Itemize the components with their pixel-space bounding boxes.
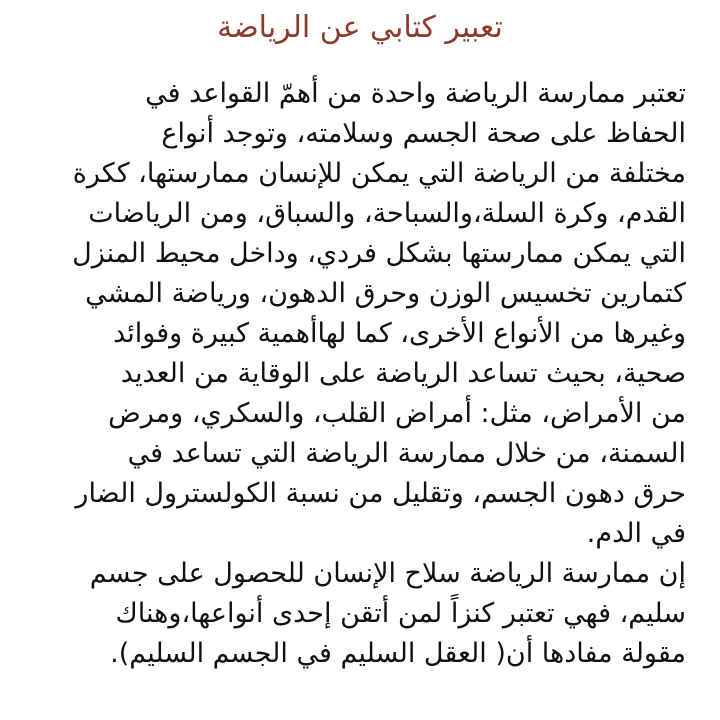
text-line: من الأمراض، مثل: أمراض القلب، والسكري، ومرض [108,398,686,429]
text-line: التي يمكن ممارستها بشكل فردي، وداخل محيط المنزل [72,238,686,269]
text-line: الحفاظ على صحة الجسم وسلامته، وتوجد أنواع [161,118,686,149]
text-line: كتمارين تخسيس الوزن وحرق الدهون، ورياضة المشي [85,278,686,309]
text-line: السمنة، من خلال ممارسة الرياضة التي تساعد في [127,438,686,469]
text-line: تعتبر ممارسة الرياضة واحدة من أهمّ القواعد في [145,78,686,109]
text-line: مختلفة من الرياضة التي يمكن للإنسان ممارستها، ككرة [72,158,686,189]
text-line: وغيرها من الأنواع الأخرى، كما لهاأهمية كبيرة وفوائد [113,318,686,349]
text-line: صحية، بحيث تساعد الرياضة على الوقاية من العديد [120,358,686,389]
text-line: في الدم. [586,518,686,549]
text-line: مقولة مفادها أن( العقل السليم في الجسم السليم). [110,638,686,669]
text-line: حرق دهون الجسم، وتقليل من نسبة الكولسترول الضار [75,478,686,509]
document-body [30,74,686,674]
text-line: إن ممارسة الرياضة سلاح الإنسان للحصول على جسم [89,558,686,589]
document-title: تعبير كتابي عن الرياضة [217,10,503,45]
text-line: القدم، وكرة السلة،والسباحة، والسباق، ومن الرياضات [88,198,686,229]
text-line: سليم، فهي تعتبر كنزاً لمن أتقن إحدى أنواعها،وهناك [115,598,686,629]
